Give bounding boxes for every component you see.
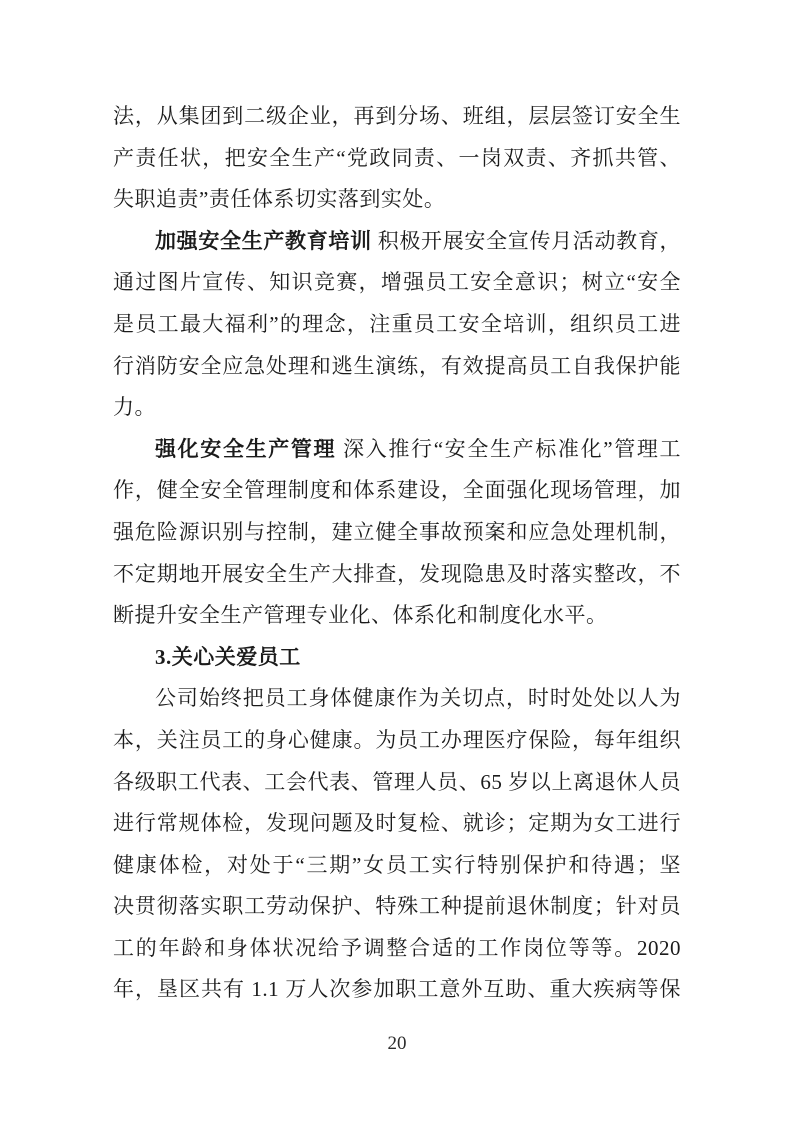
text-line (113, 221, 681, 263)
text-run: 不定期地开展安全生产大排查，发现隐患及时落实整改，不 (113, 561, 681, 586)
document-body (113, 96, 681, 1011)
text-run: 力。 (113, 395, 156, 420)
text-run: 年，垦区共有 1.1 万人次参加职工意外互助、重大疾病等保 (113, 977, 681, 1002)
text-line (113, 304, 681, 346)
text-line (113, 720, 681, 762)
text-run: 通过图片宣传、知识竞赛，增强员工安全意识；树立“安全 (113, 270, 681, 295)
text-run: 断提升安全生产管理专业化、体系化和制度化水平。 (113, 603, 608, 628)
text-line (113, 678, 681, 720)
text-run: 公司始终把员工身体健康作为关切点，时时处处以人为 (155, 686, 681, 711)
text-run: 决贯彻落实职工劳动保护、特殊工种提前退休制度；针对员 (113, 894, 681, 919)
text-line (113, 179, 681, 221)
text-run: 各级职工代表、工会代表、管理人员、65 岁以上离退休人员 (113, 769, 681, 794)
text-line (113, 96, 681, 138)
text-run: 深入推行“安全生产标准化”管理工 (336, 436, 681, 461)
text-run: 工的年龄和身体状况给予调整合适的工作岗位等等。2020 (113, 935, 681, 960)
text-line (113, 762, 681, 804)
page-number: 20 (387, 1033, 407, 1054)
text-run: 强危险源识别与控制，建立健全事故预案和应急处理机制， (113, 519, 681, 544)
text-run: 是员工最大福利”的理念，注重员工安全培训，组织员工进 (113, 311, 681, 336)
text-line (113, 928, 681, 970)
text-line (113, 803, 681, 845)
bold-text-run: 强化安全生产管理 (155, 436, 337, 461)
text-line (113, 387, 681, 429)
text-run: 进行常规体检，发现问题及时复检、就诊；定期为女工进行 (113, 811, 681, 836)
text-run: 法，从集团到二级企业，再到分场、班组，层层签订安全生 (113, 104, 681, 128)
text-line (113, 886, 681, 928)
text-line (113, 470, 681, 512)
text-run: 本，关注员工的身心健康。为员工办理医疗保险，每年组织 (113, 727, 681, 752)
text-run: 健康体检，对处于“三期”女员工实行特别保护和待遇；坚 (113, 852, 681, 877)
bold-text-run: 3.关心关爱员工 (155, 644, 301, 669)
text-line (113, 637, 681, 679)
text-line (113, 554, 681, 596)
text-run: 失职追责”责任体系切实落到实处。 (113, 187, 446, 212)
text-run: 行消防安全应急处理和逃生演练，有效提高员工自我保护能 (113, 353, 681, 378)
text-run: 积极开展安全宣传月活动教育， (371, 228, 681, 253)
bold-text-run: 加强安全生产教育培训 (155, 228, 372, 253)
text-line (113, 969, 681, 1011)
text-line (113, 429, 681, 471)
text-line (113, 845, 681, 887)
text-line (113, 595, 681, 637)
text-run: 产责任状，把安全生产“党政同责、一岗双责、齐抓共管、 (113, 145, 681, 170)
text-line (113, 346, 681, 388)
text-line (113, 262, 681, 304)
text-line (113, 512, 681, 554)
text-run: 作，健全安全管理制度和体系建设，全面强化现场管理，加 (113, 478, 681, 503)
text-line (113, 138, 681, 180)
